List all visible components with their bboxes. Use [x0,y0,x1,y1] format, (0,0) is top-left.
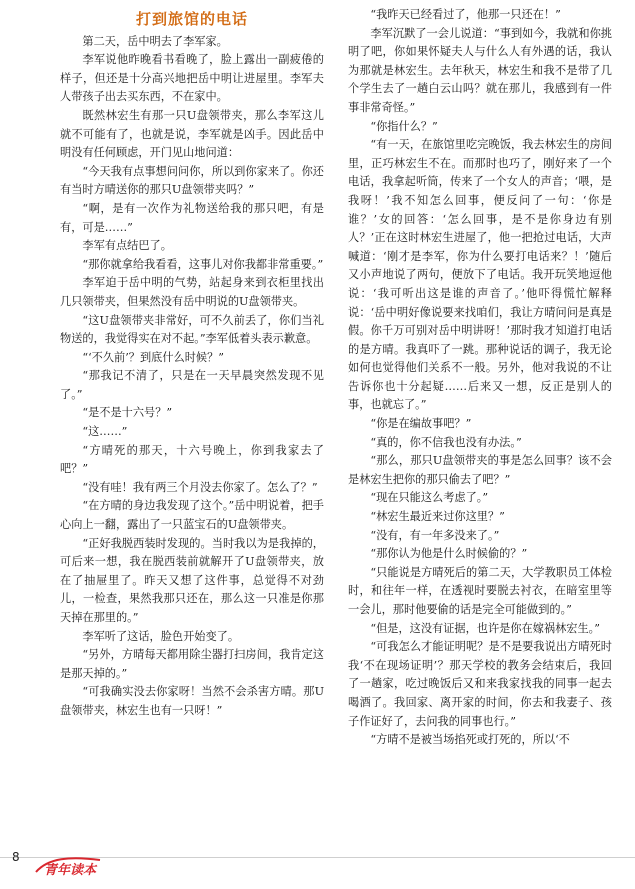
right-column [348,6,612,836]
paragraph: 李军迫于岳中明的气势，站起身来到衣柜里找出几只领带夹，但果然没有岳中明说的U盘领带夹。 [60,276,324,308]
magazine-logo [30,850,110,880]
paragraph: 既然林宏生有那一只U盘领带夹，那么李军这儿就不可能有了，也就是说，李军就是凶手。因此岳中明没有任何顾虑，开门见山地问道： [60,108,324,160]
paragraph: “那你认为他是什么时候偷的？” [370,547,528,561]
paragraph: “有一天，在旅馆里吃完晚饭，我去林宏生的房间里，正巧林宏生不在。而那时也巧了，刚好来了一个电话，我拿起听筒，传来了一个女人的声音；‘喂，是我呀！’我不知怎么回事，便反问了一句：‘你是谁？’女的回答：‘怎么回事，是不是你身边有别人？’正在这时林宏生进屋了，他一把抢过电话，大声喊道：‘刚才是李军，你为什么要打电话来？！’随后又小声地说了两句，便放下了电话。我开玩笑地逗他说：‘我可听出这是谁的声音了。’他吓得慌忙解释说：‘岳中明好像说要来找咱们，我让方晴问问是真是假。你千万可别对岳中明讲呀！’那时我才知道打电话的是方晴。我真吓了一跳。那种说话的调子，我无论如何也觉得他们关系不一般。另外，他对我说的不让告诉你也十分起疑……后来又一想，反正是别人的事，也就忘了。” [348,138,612,412]
paragraph: “那我记不清了，只是在一天早晨突然发现不见了。” [60,369,324,401]
paragraph: “是不是十六号？” [82,406,173,420]
paragraph: “我昨天已经看过了，他那一只还在！” [370,8,561,21]
paragraph: “正好我脱西装时发现的。当时我以为是我掉的，可后来一想，我在脱西装前就解开了U盘领带夹，放在了抽屉里了。昨天又想了这件事，总觉得不对劲儿，一检查，果然我那只还在，那么这一只准是你那天掉在那里的。” [60,536,324,624]
paragraph: 第二天，岳中明去了李军家。 [82,34,228,48]
paragraph: “另外，方晴每天都用除尘器打扫房间，我肯定这是那天掉的。” [60,648,324,680]
paragraph: 李军有点结巴了。 [82,239,172,253]
paragraph: “没有哇！我有两三个月没去你家了。怎么了？” [82,480,318,494]
paragraph: “你是在编故事吧？” [370,417,472,431]
paragraph: “但是，这没有证据，也许是你在嫁祸林宏生。” [370,621,600,635]
paragraph: “那你就拿给我看看，这事儿对你我都非常重要。” [82,257,324,271]
paragraph: “可我怎么才能证明呢？是不是要我说出方晴死时我‘不在现场证明’？那天学校的教务会结束后，我回了一趟家，吃过晚饭后又和来我家找我的同事一起去喝酒了。我回家、离开家的时间，你去和我妻子、孩子作证好了，去问我的同事也行。” [348,640,612,728]
paragraph: “只能说是方晴死后的第二天，大学教职员工体检时，和往年一样，在透视时要脱去衬衣，在暗室里等一会儿，那时他要偷的话是完全可能做到的。” [348,565,612,616]
paragraph: “方晴死的那天，十六号晚上，你到我家去了吧？” [60,443,324,476]
article-title: 打到旅馆的电话 [135,10,248,28]
paragraph: 李军沉默了一会儿说道：“事到如今，我就和你挑明了吧，你如果怀疑夫人与什么人有外遇的话，我认为那就是林宏生。去年秋天，林宏生和我不是带了几个学生去了一趟白云山吗？就在那儿，我感到有一件事非常奇怪。” [348,26,612,114]
paragraph: “可我确实没去你家呀！当然不会杀害方晴。那U盘领带夹，林宏生也有一只呀！” [60,685,324,717]
paragraph: “林宏生最近来过你这里？” [370,510,505,524]
paragraph: 李军说他昨晚看书看晚了，脸上露出一副疲倦的样子，但还是十分高兴地把岳中明让进屋里。李军夫人带孩子出去买东西，不在家中。 [60,53,324,104]
paragraph: “没有，有一年多没来了。” [370,528,500,542]
article-body [60,6,612,836]
paragraph: “在方晴的身边我发现了这个。”岳中明说着，把手心向上一翻，露出了一只蓝宝石的U盘领带夹。 [60,499,324,532]
paragraph: “这……” [82,425,128,439]
paragraph: “那么，那只U盘领带夹的事是怎么回事？该不会是林宏生把你的那只偷去了吧？” [348,454,612,486]
logo-text: 青年读本 [44,863,97,878]
paragraph: 李军听了这话，脸色开始变了。 [82,629,240,643]
paragraph: “这U盘领带夹非常好，可不久前丢了，你们当礼物送的，我觉得实在对不起。”李军低着头表示歉意。 [60,313,324,346]
page-number: 8 [12,850,20,864]
paragraph: “真的，你不信我也没有办法。” [370,435,522,449]
paragraph: “方晴不是被当场掐死或打死的，所以‘不 [370,733,570,747]
paragraph: “啊，是有一次作为礼物送给我的那只吧，有是有，可是……” [60,201,324,234]
paragraph: “现在只能这么考虑了。” [370,491,489,505]
paragraph: “今天我有点事想问问你，所以到你家来了。你还有当时方晴送你的那只U盘领带夹吗？” [60,164,324,197]
left-column [60,6,324,836]
paragraph: “‘不久前’？到底什么时候？” [82,350,225,364]
paragraph: “你指什么？” [370,119,438,133]
